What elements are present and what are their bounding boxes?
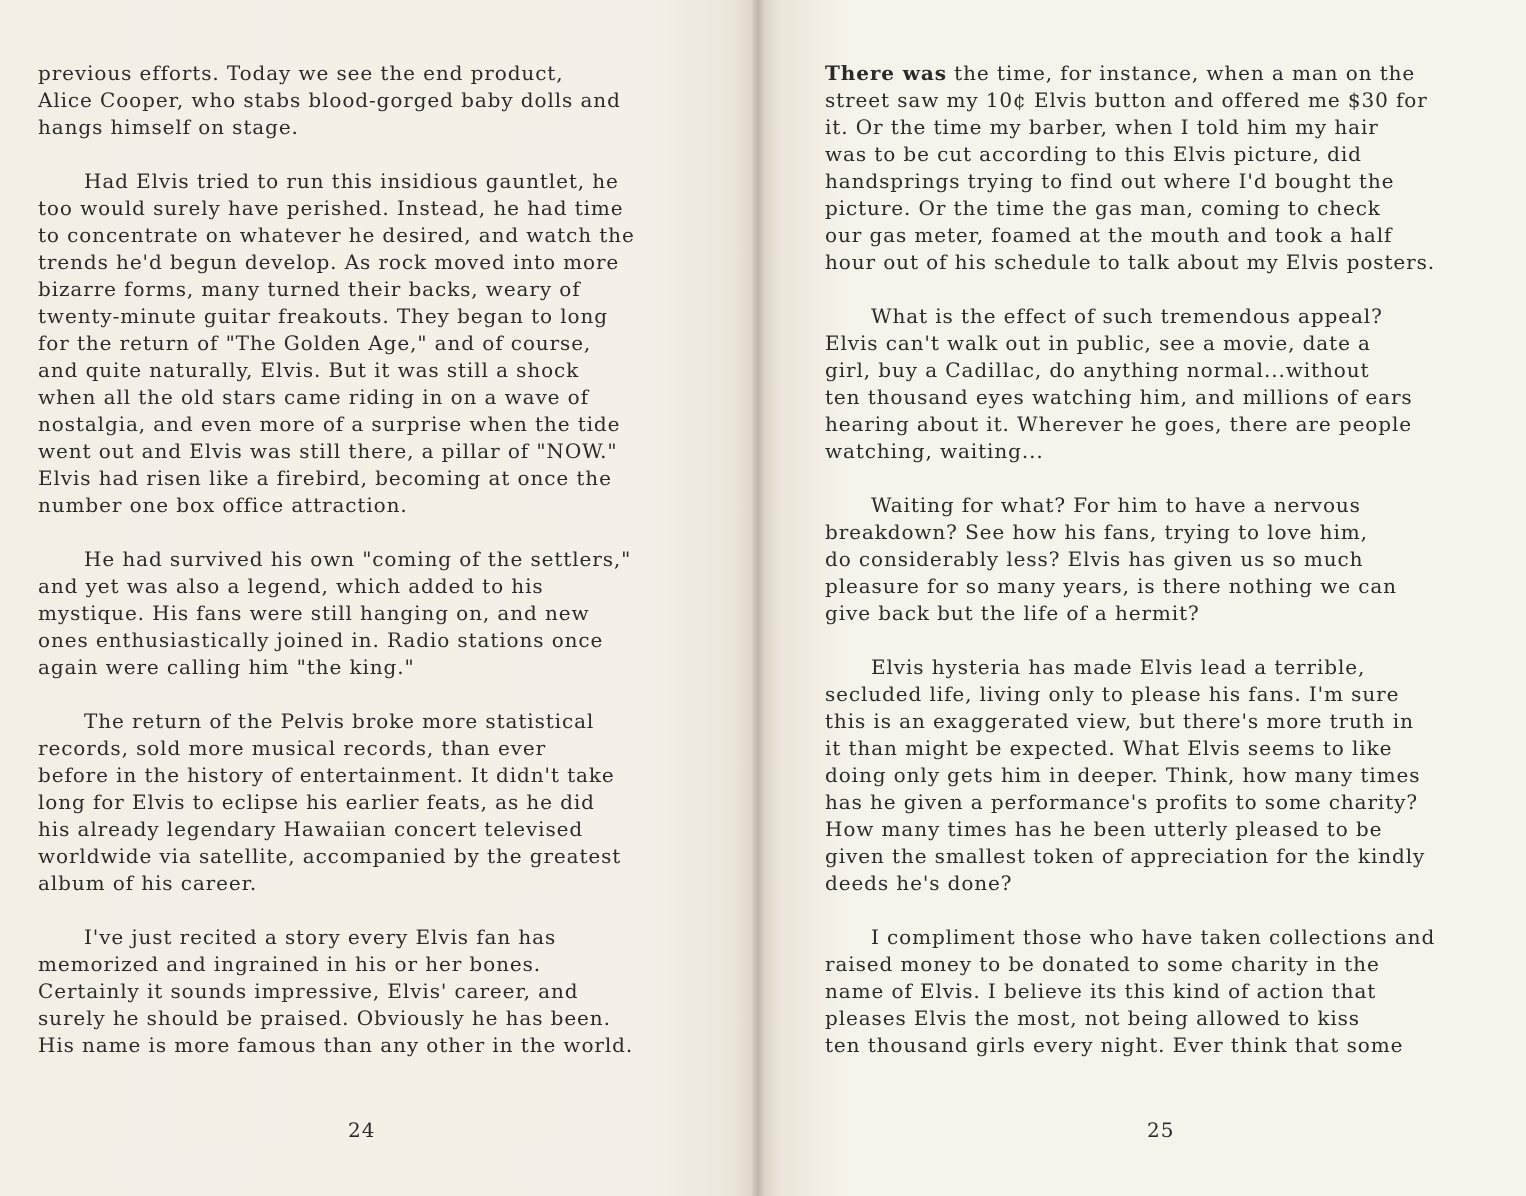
text-line: bizarre forms, many turned their backs, weary of	[38, 277, 581, 301]
text-line: hangs himself on stage.	[38, 115, 299, 139]
text-line: name of Elvis. I believe its this kind of action that	[825, 979, 1377, 1003]
text-line: watching, waiting...	[825, 439, 1044, 463]
paragraph-gap	[825, 465, 1505, 492]
text-line: What is the effect of such tremendous appeal?	[871, 304, 1383, 328]
text-line: and quite naturally, Elvis. But it was still a shock	[38, 358, 580, 382]
text-line: before in the history of entertainment. It didn't take	[38, 763, 615, 787]
right-page-number: 25	[1147, 1118, 1175, 1142]
paragraph-gap	[38, 897, 698, 924]
paragraph-gap	[38, 681, 698, 708]
text-line: surely he should be praised. Obviously he has been.	[38, 1006, 611, 1030]
text-line: mystique. His fans were still hanging on, and new	[38, 601, 590, 625]
text-line	[825, 60, 1505, 87]
right-page	[757, 0, 1526, 1196]
text-line: street saw my 10¢ Elvis button and offered me $30 for	[825, 88, 1428, 112]
text-line: Waiting for what? For him to have a nervous	[871, 493, 1361, 517]
left-page	[0, 0, 757, 1196]
text-line: pleasure for so many years, is there nothing we can	[825, 574, 1397, 598]
text-line: was to be cut according to this Elvis picture, did	[825, 142, 1362, 166]
text-line: raised money to be donated to some charity in the	[825, 952, 1380, 976]
text-line: when all the old stars came riding in on a wave of	[38, 385, 589, 409]
paragraph-gap	[825, 897, 1505, 924]
paragraph	[38, 60, 698, 141]
text-line: to concentrate on whatever he desired, and watch the	[38, 223, 635, 247]
text-line: do considerably less? Elvis has given us so much	[825, 547, 1364, 571]
text-line: and yet was also a legend, which added to his	[38, 574, 544, 598]
paragraph	[38, 924, 698, 1059]
text-line: album of his career.	[38, 871, 258, 895]
text-line: Had Elvis tried to run this insidious gauntlet, he	[84, 169, 619, 193]
line-text: the time, for instance, when a man on the	[946, 61, 1416, 85]
paragraph	[38, 708, 698, 897]
text-line: breakdown? See how his fans, trying to love him,	[825, 520, 1368, 544]
paragraph	[825, 60, 1505, 276]
text-line: worldwide via satellite, accompanied by the greatest	[38, 844, 622, 868]
paragraph-gap	[38, 519, 698, 546]
text-line: it than might be expected. What Elvis seems to like	[825, 736, 1393, 760]
text-line: this is an exaggerated view, but there's more truth in	[825, 709, 1414, 733]
text-line: has he given a performance's profits to some charity?	[825, 790, 1418, 814]
text-line: hearing about it. Wherever he goes, there are people	[825, 412, 1412, 436]
text-line: it. Or the time my barber, when I told him my hair	[825, 115, 1379, 139]
text-line: ten thousand eyes watching him, and millions of ears	[825, 385, 1413, 409]
paragraph-gap	[825, 276, 1505, 303]
text-line: deeds he's done?	[825, 871, 1013, 895]
text-line: memorized and ingrained in his or her bones.	[38, 952, 542, 976]
text-line: I compliment those who have taken collections and	[871, 925, 1436, 949]
text-line: nostalgia, and even more of a surprise when the tide	[38, 412, 621, 436]
text-line: our gas meter, foamed at the mouth and took a half	[825, 223, 1393, 247]
text-line: Elvis can't walk out in public, see a movie, date a	[825, 331, 1371, 355]
text-line: I've just recited a story every Elvis fan has	[84, 925, 557, 949]
text-line: twenty-minute guitar freakouts. They began to long	[38, 304, 608, 328]
text-line: The return of the Pelvis broke more statistical	[84, 709, 595, 733]
text-line: ten thousand girls every night. Ever think that some	[825, 1033, 1404, 1057]
text-line: give back but the life of a hermit?	[825, 601, 1200, 625]
lead-words: There was	[825, 61, 947, 85]
text-line: given the smallest token of appreciation for the kindly	[825, 844, 1426, 868]
text-line: Certainly it sounds impressive, Elvis' career, and	[38, 979, 579, 1003]
left-page-text	[38, 60, 698, 1059]
text-line: Alice Cooper, who stabs blood-gorged baby dolls and	[38, 88, 621, 112]
text-line: records, sold more musical records, than ever	[38, 736, 547, 760]
text-line: went out and Elvis was still there, a pillar of "NOW."	[38, 439, 618, 463]
text-line: secluded life, living only to please his fans. I'm sure	[825, 682, 1400, 706]
paragraph	[825, 492, 1505, 627]
text-line: ones enthusiastically joined in. Radio stations once	[38, 628, 604, 652]
text-line: Elvis had risen like a firebird, becoming at once the	[38, 466, 612, 490]
text-line: How many times has he been utterly pleased to be	[825, 817, 1383, 841]
text-line: pleases Elvis the most, not being allowed to kiss	[825, 1006, 1360, 1030]
book-gutter	[752, 0, 764, 1196]
text-line: number one box office attraction.	[38, 493, 408, 517]
text-line: hour out of his schedule to talk about my Elvis posters.	[825, 250, 1435, 274]
text-line: too would surely have perished. Instead, he had time	[38, 196, 624, 220]
paragraph	[38, 546, 698, 681]
paragraph-gap	[825, 627, 1505, 654]
paragraph	[825, 924, 1505, 1059]
text-line: He had survived his own "coming of the settlers,"	[84, 547, 632, 571]
text-line: again were calling him "the king."	[38, 655, 415, 679]
text-line: trends he'd begun develop. As rock moved into more	[38, 250, 620, 274]
text-line: girl, buy a Cadillac, do anything normal...without	[825, 358, 1370, 382]
text-line: Elvis hysteria has made Elvis lead a terrible,	[871, 655, 1366, 679]
right-page-text	[825, 60, 1505, 1059]
text-line: for the return of "The Golden Age," and of course,	[38, 331, 592, 355]
paragraph	[825, 303, 1505, 465]
text-line: handsprings trying to find out where I'd bought the	[825, 169, 1395, 193]
paragraph	[825, 654, 1505, 897]
paragraph	[38, 168, 698, 519]
text-line: doing only gets him in deeper. Think, how many times	[825, 763, 1421, 787]
text-line: long for Elvis to eclipse his earlier feats, as he did	[38, 790, 595, 814]
text-line: previous efforts. Today we see the end product,	[38, 61, 564, 85]
text-line: His name is more famous than any other in the world.	[38, 1033, 634, 1057]
paragraph-gap	[38, 141, 698, 168]
text-line: picture. Or the time the gas man, coming to check	[825, 196, 1381, 220]
text-line: his already legendary Hawaiian concert televised	[38, 817, 584, 841]
left-page-number: 24	[348, 1118, 376, 1142]
